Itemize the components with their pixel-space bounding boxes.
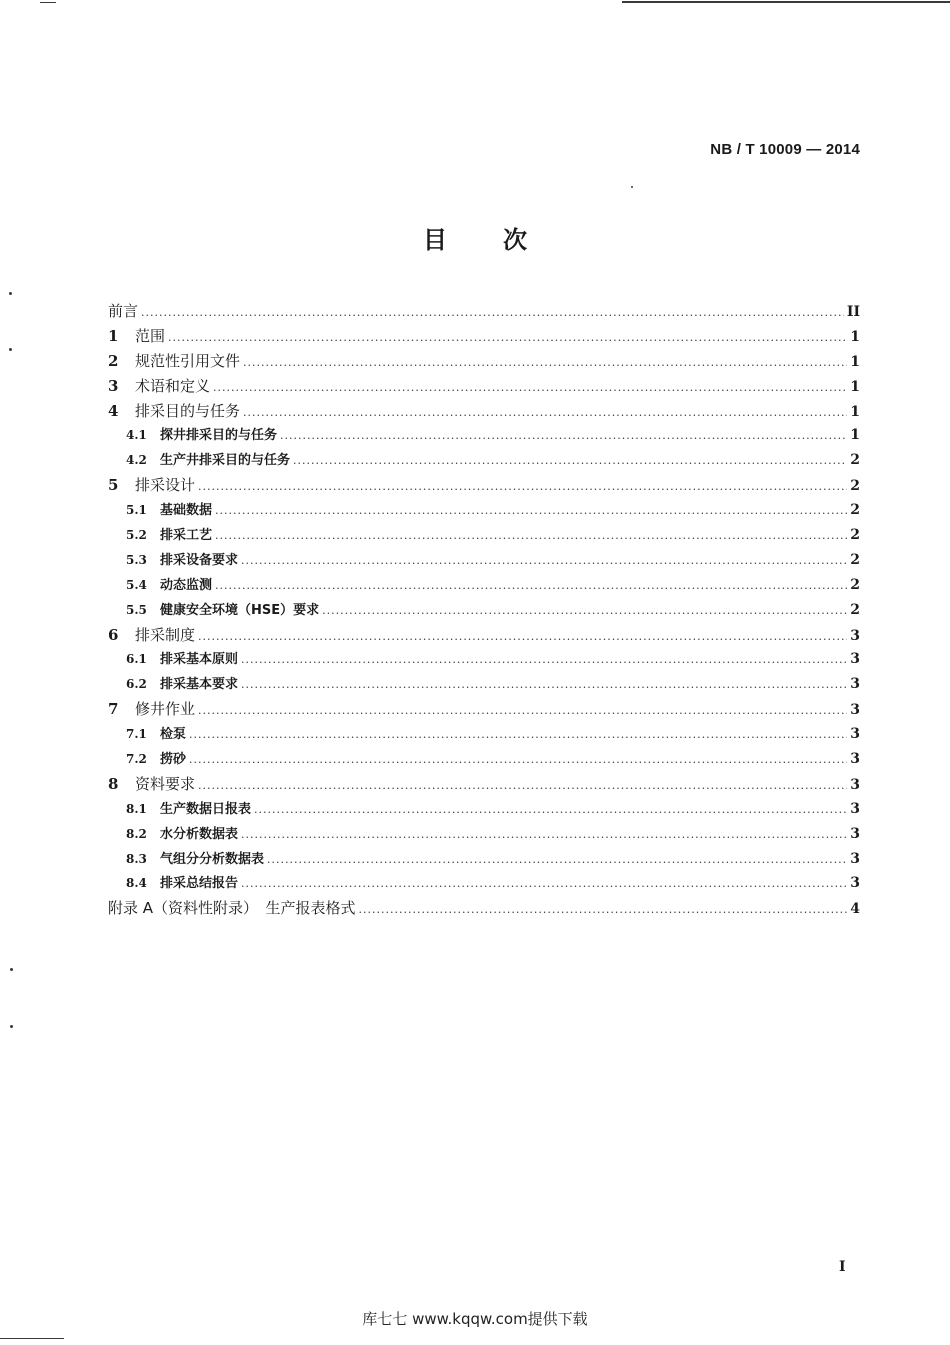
- page-folio: I: [839, 1259, 846, 1275]
- toc-entry-title: 基础数据: [160, 503, 213, 519]
- toc-entry[interactable]: [108, 822, 860, 847]
- toc-entry-number: 7.1: [126, 727, 147, 742]
- toc-entry-page: 2: [850, 551, 860, 568]
- scan-mark-bottom-left: [0, 1338, 64, 1339]
- toc-entry-page: 3: [850, 702, 860, 719]
- toc-entry[interactable]: [108, 498, 860, 523]
- toc-entry-title: 气组分分析数据表: [160, 851, 265, 867]
- toc-entry-number: 7: [108, 700, 119, 719]
- toc-entry-number: 5.1: [126, 503, 147, 518]
- toc-dot-leader: [243, 401, 847, 426]
- toc-entry[interactable]: [108, 299, 860, 324]
- toc-entry-page: 2: [850, 576, 860, 593]
- toc-entry-title: 水分析数据表: [160, 826, 239, 842]
- toc-dot-leader: [198, 475, 847, 500]
- toc-entry[interactable]: [108, 797, 860, 822]
- toc-entry-page: 1: [850, 427, 860, 444]
- scan-dot: [9, 292, 12, 295]
- toc-entry[interactable]: [108, 573, 860, 598]
- toc-entry-number: 1: [108, 326, 119, 345]
- toc-entry-page: 1: [850, 328, 860, 345]
- toc-entry-page: 2: [850, 502, 860, 519]
- toc-entry[interactable]: [108, 623, 860, 648]
- toc-dot-leader: [241, 872, 847, 897]
- toc-entry-number: 3: [108, 376, 119, 395]
- toc-entry[interactable]: [108, 871, 860, 896]
- toc-entry-title: 附录 A（资料性附录） 生产报表格式: [108, 899, 356, 918]
- toc-entry-title: 生产井排采目的与任务: [160, 453, 291, 469]
- toc-entry-page: 2: [850, 478, 860, 495]
- toc-entry-number: 6.2: [126, 677, 147, 692]
- toc-entry[interactable]: [108, 423, 860, 448]
- scan-mark-top-right: [622, 1, 950, 3]
- toc-entry-number: 4.2: [126, 453, 147, 468]
- toc-entry-title: 排采设计: [135, 476, 196, 495]
- toc-dot-leader: [215, 524, 847, 549]
- toc-entry-title: 修井作业: [135, 700, 196, 719]
- toc-entry[interactable]: [108, 722, 860, 747]
- toc-entry-number: 5.4: [126, 577, 147, 592]
- toc-entry-page: 3: [850, 776, 860, 793]
- toc-entry-page: 1: [850, 403, 860, 420]
- toc-entry[interactable]: [108, 747, 860, 772]
- toc-entry-title: 范围: [135, 326, 166, 345]
- toc-entry-page: 3: [850, 676, 860, 693]
- toc-dot-leader: [322, 599, 847, 624]
- toc-entry-number: 6: [108, 625, 119, 644]
- toc-entry-number: 4: [108, 401, 119, 420]
- toc-dot-leader: [141, 301, 844, 326]
- toc-entry[interactable]: [108, 473, 860, 498]
- toc-dot-leader: [293, 449, 847, 474]
- toc-entry-page: 2: [850, 452, 860, 469]
- toc-entry-number: 5.2: [126, 528, 147, 543]
- toc-entry[interactable]: [108, 672, 860, 697]
- toc-entry-number: 5.5: [126, 602, 147, 617]
- toc-entry-page: 3: [850, 800, 860, 817]
- toc-entry-page: 3: [850, 875, 860, 892]
- toc-entry-title: 排采总结报告: [160, 876, 239, 892]
- toc-entry[interactable]: [108, 697, 860, 722]
- toc-entry-page: 1: [850, 353, 860, 370]
- toc-entry-page: 4: [850, 901, 860, 918]
- toc-entry-page: 3: [850, 651, 860, 668]
- table-of-contents: [108, 299, 860, 921]
- toc-entry-title: 排采基本要求: [160, 677, 239, 693]
- toc-entry[interactable]: [108, 324, 860, 349]
- toc-dot-leader: [189, 723, 847, 748]
- toc-entry-page: 3: [850, 627, 860, 644]
- toc-entry-title: 术语和定义: [135, 376, 211, 395]
- toc-dot-leader: [198, 625, 847, 650]
- toc-entry[interactable]: [108, 399, 860, 424]
- toc-entry-page: II: [846, 304, 860, 320]
- toc-dot-leader: [254, 798, 847, 823]
- title-char-2: 次: [503, 226, 527, 254]
- toc-dot-leader: [168, 326, 847, 351]
- toc-dot-leader: [243, 351, 847, 376]
- toc-entry[interactable]: [108, 647, 860, 672]
- toc-dot-leader: [241, 823, 847, 848]
- toc-dot-leader: [241, 549, 847, 574]
- toc-entry-title: 前言: [108, 302, 139, 320]
- scan-dot: [9, 348, 12, 351]
- toc-entry-page: 3: [850, 726, 860, 743]
- toc-dot-leader: [215, 574, 847, 599]
- toc-entry[interactable]: [108, 896, 860, 921]
- toc-entry-title: 排采设备要求: [160, 552, 239, 568]
- toc-entry[interactable]: [108, 374, 860, 399]
- scan-dot: [631, 186, 633, 188]
- toc-dot-leader: [241, 648, 847, 673]
- toc-entry-page: 1: [850, 378, 860, 395]
- toc-entry-title: 排采基本原则: [160, 652, 239, 668]
- title-char-1: 目: [423, 226, 447, 254]
- toc-entry-page: 2: [850, 601, 860, 618]
- toc-entry-number: 8.4: [126, 876, 147, 891]
- toc-entry-title: 动态监测: [160, 577, 213, 593]
- toc-entry-title: 排采目的与任务: [135, 401, 241, 420]
- toc-dot-leader: [215, 499, 847, 524]
- toc-entry[interactable]: [108, 448, 860, 473]
- toc-entry-title: 探井排采目的与任务: [160, 428, 278, 444]
- toc-entry-number: 2: [108, 351, 119, 370]
- toc-entry[interactable]: [108, 523, 860, 548]
- toc-entry-title: 健康安全环境（HSE）要求: [160, 602, 320, 618]
- toc-entry-title: 规范性引用文件: [135, 351, 241, 370]
- toc-entry-number: 6.1: [126, 652, 147, 667]
- scan-mark-top-left: [40, 2, 56, 3]
- toc-entry-title: 检泵: [160, 727, 187, 743]
- toc-dot-leader: [267, 848, 847, 873]
- toc-entry-number: 8: [108, 774, 119, 793]
- toc-dot-leader: [198, 774, 847, 799]
- toc-entry-page: 2: [850, 527, 860, 544]
- toc-entry-number: 8.2: [126, 826, 147, 841]
- toc-entry-title: 捞砂: [160, 752, 187, 768]
- toc-entry[interactable]: [108, 598, 860, 623]
- toc-entry-title: 排采制度: [135, 625, 196, 644]
- toc-entry-page: 3: [850, 850, 860, 867]
- toc-entry-number: 5.3: [126, 552, 147, 567]
- scan-dot: [10, 968, 13, 971]
- toc-entry[interactable]: [108, 548, 860, 573]
- toc-entry-title: 资料要求: [135, 774, 196, 793]
- toc-entry-number: 4.1: [126, 428, 147, 443]
- toc-entry[interactable]: [108, 349, 860, 374]
- toc-entry-page: 3: [850, 825, 860, 842]
- toc-entry-page: 3: [850, 751, 860, 768]
- toc-entry[interactable]: [108, 847, 860, 872]
- toc-dot-leader: [213, 376, 847, 401]
- scan-dot: [10, 1025, 13, 1028]
- page-title: [0, 220, 950, 255]
- toc-dot-leader: [241, 673, 847, 698]
- toc-entry-number: 5: [108, 476, 119, 495]
- toc-entry-number: 7.2: [126, 752, 147, 767]
- standard-number: NB / T 10009 — 2014: [710, 141, 860, 158]
- toc-entry-number: 8.3: [126, 851, 147, 866]
- toc-entry-title: 生产数据日报表: [160, 801, 252, 817]
- toc-dot-leader: [198, 699, 847, 724]
- toc-dot-leader: [280, 424, 847, 449]
- toc-entry[interactable]: [108, 772, 860, 797]
- toc-dot-leader: [189, 748, 847, 773]
- toc-dot-leader: [359, 898, 848, 923]
- toc-entry-title: 排采工艺: [160, 528, 213, 544]
- toc-entry-number: 8.1: [126, 801, 147, 816]
- download-watermark: 库七七 www.kqqw.com提供下载: [362, 1310, 588, 1328]
